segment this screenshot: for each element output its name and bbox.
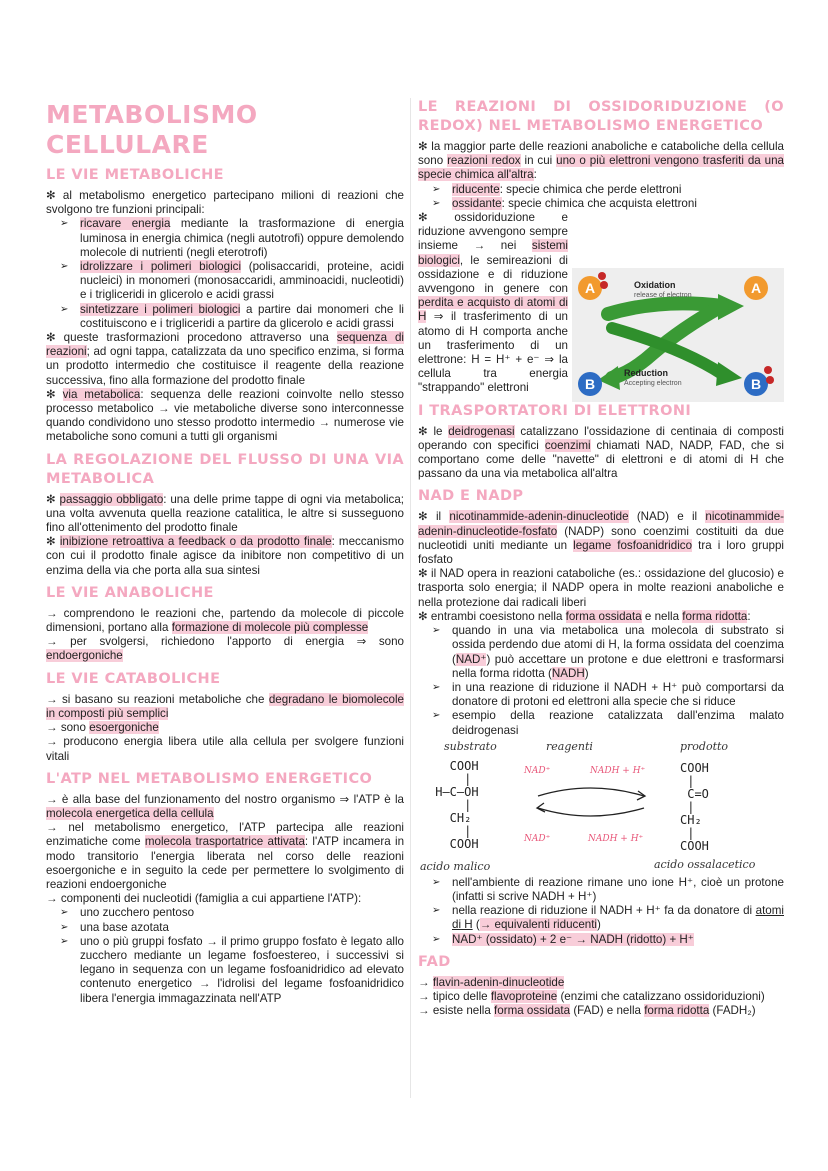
bullet-list	[418, 876, 784, 947]
paragraph: → flavin-adenin-dinucleotide	[418, 975, 565, 989]
page-title: METABOLISMO CELLULARE	[46, 100, 258, 159]
section-fad	[418, 953, 784, 1019]
section-heading: LE REAZIONI DI OSSIDORIDUZIONE (O REDOX) NEL METABOLISMO ENERGETICO	[418, 99, 784, 134]
paragraph: ✻ entrambi coesistono nella forma ossidata e nella forma ridotta:	[418, 609, 751, 623]
list-item: ➢ una base azotata	[80, 921, 404, 935]
electron-dot	[764, 366, 772, 374]
paragraph: ✻ via metabolica: sequenza delle reazioni coinvolte nello stesso processo metabolico → vie metaboliche diverse sono interconnesse quando condividono uno stesso prodotto intermedio → numerose vie metaboliche sono comuni a tutti gli organismi	[46, 387, 405, 444]
label-acido-malico: acido malico	[420, 859, 491, 873]
list-item: ➢ esempio della reazione catalizzata dall'enzima malato deidrogenasi	[452, 709, 784, 737]
paragraph: → si basano su reazioni metaboliche che degradano le biomolecole in composti più semplici	[46, 692, 404, 720]
bullet-list	[418, 624, 784, 738]
reduction-label: Reduction	[624, 368, 668, 378]
section-regolazione	[46, 451, 404, 578]
list-item: ➢ in una reazione di riduzione il NADH + H⁺ può comportarsi da donatore di protoni ed elettroni alla specie che si riduce	[452, 681, 784, 709]
label-nadh-bottom: NADH + H⁺	[588, 833, 644, 844]
label-nad-bottom: NAD⁺	[524, 833, 551, 844]
section-heading: LA REGOLAZIONE DEL FLUSSO DI UNA VIA METABOLICA	[46, 451, 404, 487]
bullet-list	[46, 217, 404, 331]
label-nadh-top: NADH + H⁺	[590, 765, 646, 776]
redox-figure	[572, 268, 784, 402]
list-item: ➢ riducente: specie chimica che perde elettroni	[452, 183, 784, 197]
section-heading: LE VIE ANABOLICHE	[46, 584, 214, 601]
section-heading: I TRASPORTATORI DI ELETTRONI	[418, 402, 692, 419]
section-trasportatori	[418, 402, 784, 482]
label-substrato: substrato	[444, 739, 497, 753]
paragraph: ✻ passaggio obbligato: una delle prime tappe di ogni via metabolica; una volta avvenuta quella reazione catalitica, le altre si susseguono fino all'ottenimento del prodotto finale	[46, 492, 405, 535]
list-item: ➢ NAD⁺ (ossidato) + 2 e⁻ → NADH (ridotto) + H⁺	[452, 933, 784, 947]
section-nad	[418, 487, 784, 946]
list-item: ➢ nell'ambiente di reazione rimane uno ione H⁺, cioè un protone (infatti si scrive NADH + H⁺)	[452, 876, 784, 904]
list-item: ➢ uno zucchero pentoso	[80, 906, 404, 920]
reaction-arrows	[526, 774, 656, 830]
list-item: ➢ idrolizzare i polimeri biologici (polisaccaridi, proteine, acidi nucleici) in monomeri (monosaccaridi, amminoacidi, nucleotidi) e i trigliceridi in glicerolo e acidi grassi	[80, 260, 404, 303]
paragraph: ✻ il nicotinammide-adenin-dinucleotide (NAD) e il nicotinammide-adenin-dinucleotide-fosfato (NADP) sono coenzimi costituiti da due nucleotidi uniti mediante un legame fosfoanidridico tra i loro gruppi fosfato	[418, 510, 785, 567]
list-item: ➢ uno o più gruppi fosfato → il primo gruppo fosfato è legato allo zucchero mediante un legame fosfoestereo, i successivi si legano in sequenza con un legame fosfoanidridico ad elevato contenuto energetico → l'idrolisi del legame fosfoanidridico libera l'energia immagazzinata nell'ATP	[80, 935, 404, 1006]
right-column	[418, 96, 784, 1018]
molecule-b-left: B	[578, 372, 602, 396]
paragraph: ✻ inibizione retroattiva a feedback o da prodotto finale: meccanismo con cui il prodotto finale agisce da inibitore non competitivo di un enzima della via che porta alla sua sintesi	[46, 535, 404, 577]
paragraph: ✻ queste trasformazioni procedono attraverso una sequenza di reazioni; ad ogni tappa, catalizzata da uno specifico enzima, si forma un prodotto intermedio che costituisce il reagente della reazione successiva, fino alla formazione del prodotto finale	[46, 331, 405, 387]
paragraph: → tipico delle flavoproteine (enzimi che catalizzano ossidoriduzioni)	[418, 989, 765, 1003]
paragraph: → componenti dei nucleotidi (famiglia a cui appartiene l'ATP):	[46, 892, 362, 906]
paragraph: → per svolgersi, richiedono l'apporto di energia ⇒ sono endoergoniche	[46, 635, 404, 663]
section-vie-metaboliche	[46, 166, 404, 445]
oxidation-label: Oxidation	[634, 280, 676, 290]
paragraph: ✻ la maggior parte delle reazioni anaboliche e cataboliche della cellula sono reazioni redox in cui uno o più elettroni vengono trasferiti da una specie chimica all'altra:	[418, 140, 784, 182]
section-heading: L'ATP NEL METABOLISMO ENERGETICO	[46, 770, 373, 787]
paragraph: → producono energia libera utile alla cellula per svolgere funzioni vitali	[46, 735, 404, 763]
column-divider	[410, 98, 411, 1098]
paragraph: ✻ ossidoriduzione e riduzione avvengono sempre insieme → nei sistemi biologici, le semireazioni di ossidazione e di riduzione avvengono in genere con perdita e acquisto di atomi di H ⇒ il trasferimento di un atomo di H comporta anche un trasferimento di un elettrone: H = H⁺ + e⁻ ⇒ la cellula tra energia "strappando" elettroni	[418, 211, 784, 396]
electron-dot	[598, 272, 606, 280]
malic-acid-structure: COOH | H—C—OH | CH₂ | COOH	[435, 758, 479, 851]
paragraph: ✻ il NAD opera in reazioni cataboliche (es.: ossidazione del glucosio) e trasporta solo energia; il NADP opera in molte reazioni anaboliche e nella protezione dai radicali liberi	[418, 567, 784, 609]
oxaloacetic-acid-structure: COOH | C=O | CH₂ | COOH	[680, 760, 709, 853]
list-item: ➢ sintetizzare i polimeri biologici a partire dai monomeri che li costituiscono e i trigliceridi a partire da glicerolo e acidi grassi	[80, 303, 404, 331]
left-column	[46, 96, 404, 1006]
label-prodotto: prodotto	[680, 739, 729, 753]
bullet-list	[418, 183, 784, 211]
oxidation-sublabel: release of electron	[634, 292, 692, 299]
list-item: ➢ ossidante: specie chimica che acquista elettroni	[452, 197, 784, 211]
paragraph: ✻ al metabolismo energetico partecipano milioni di reazioni che svolgono tre funzioni principali:	[46, 189, 404, 217]
section-heading: FAD	[418, 953, 451, 970]
molecule-b-right: B	[744, 372, 768, 396]
section-atp	[46, 770, 404, 1006]
section-anaboliche	[46, 584, 404, 664]
paragraph: → nel metabolismo energetico, l'ATP partecipa alle reazioni enzimatiche come molecola trasportatrice attivata: l'ATP incamera in modo transitorio l'energia liberata nel corso delle reazioni esoergoniche e in seguito la cede per permettere lo svolgimento di reazioni endoergoniche	[46, 821, 405, 891]
paragraph: ✻ le deidrogenasi catalizzano l'ossidazione di centinaia di composti operando con specifici coenzimi chiamati NAD, NADP, FAD, che si comportano come delle "navette" di elettroni e di atomi di H che passano da una via metabolica all'altra	[418, 424, 785, 481]
molecule-a-right: A	[744, 276, 768, 300]
section-heading: LE VIE METABOLICHE	[46, 167, 224, 183]
list-item: ➢ ricavare energia mediante la trasformazione di energia luminosa in energia chimica (negli autotrofi) oppure demolendo molecole di nutrienti (negli eterotrofi)	[80, 217, 404, 260]
section-cataboliche	[46, 670, 404, 764]
electron-dot	[600, 281, 608, 289]
paragraph: → esiste nella forma ossidata (FAD) e nella forma ridotta (FADH₂)	[418, 1004, 756, 1018]
paragraph: → è alla base del funzionamento del nostro organismo ⇒ l'ATP è la molecola energetica della cellula	[46, 792, 404, 820]
label-nad-top: NAD⁺	[524, 765, 551, 776]
label-reagenti: reagenti	[546, 739, 593, 753]
malate-dehydrogenase-scheme	[418, 739, 784, 874]
section-heading: LE VIE CATABOLICHE	[46, 670, 221, 687]
list-item: ➢ quando in una via metabolica una molecola di substrato si ossida perdendo due atomi di H, la forma ossidata del coenzima (NAD⁺) può accettare un protone e due elettroni e trasformarsi nella forma ridotta (NADH)	[452, 624, 784, 681]
paragraph: → comprendono le reazioni che, partendo da molecole di piccole dimensioni, portano alla formazione di molecole più complesse	[46, 606, 404, 635]
label-acido-ossalacetico: acido ossalacetico	[654, 857, 756, 871]
electron-dot	[766, 376, 774, 384]
bullet-list	[46, 906, 404, 1005]
reduction-sublabel: Accepting electron	[624, 380, 682, 387]
section-heading: NAD E NADP	[418, 488, 524, 505]
molecule-a-left: A	[578, 276, 602, 300]
paragraph: → sono esoergoniche	[46, 721, 159, 735]
list-item: ➢ nella reazione di riduzione il NADH + H⁺ fa da donatore di atomi di H (→ equivalenti riducenti)	[452, 904, 784, 932]
